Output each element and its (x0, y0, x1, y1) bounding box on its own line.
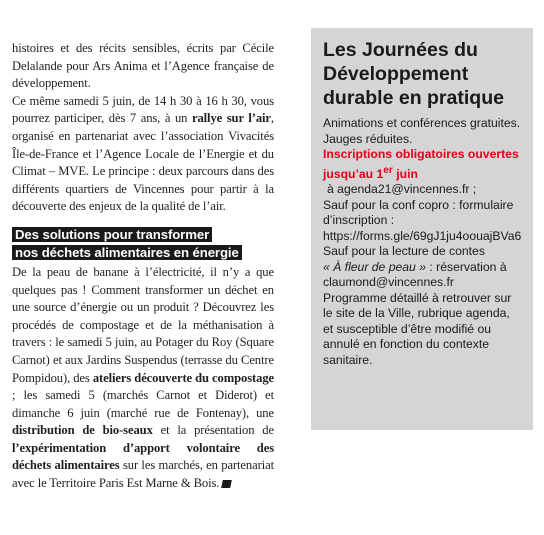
paragraph-3-text-4: sur les marchés, en partenariat avec le Territoire Paris Est Marne & Bois. (12, 458, 274, 491)
copro-form-link[interactable]: Sauf pour la conf copro : formulaire d’inscription : https://forms.gle/69gJ1ju4oouajBVa6 (323, 197, 522, 243)
bio-bucket-highlight: distribution de bio-seaux (12, 423, 153, 438)
experiment-highlight: l’expérimentation d’apport volontaire des déchets alimentaires (12, 440, 274, 473)
paragraph-2 (12, 93, 274, 216)
registration-text: Inscriptions obligatoires ouvertes jusqu’au 1 (323, 147, 519, 181)
compost-workshop-highlight: ateliers découverte du compostage (92, 370, 275, 385)
end-of-article-icon (221, 480, 232, 488)
rallye-highlight: rallye sur l’air (191, 111, 271, 126)
subheading-line-1: Des solutions pour transformer (12, 227, 212, 242)
paragraph-1-text: histoires et des récits sensibles, écrits par Cécile Delalande pour Ars Anima et l’Agence française de développement. (12, 41, 274, 91)
sidebar-title: Les Journées du Développement durable en pratique (323, 39, 504, 109)
tales-text: Sauf pour la lecture de contes (323, 244, 485, 259)
sidebar-box (311, 28, 533, 430)
subheading-line-2: nos déchets alimentaires en énergie (12, 245, 242, 260)
programme-info: Programme détaillé à retrouver sur le site de la Ville, rubrique agenda, et susceptible d’être modifié ou annulé en fonction du contexte sanitaire. (323, 290, 512, 367)
tales-title: « À fleur de peau » (323, 259, 426, 274)
registration-superscript: er (383, 164, 393, 176)
paragraph-3-text: De la peau de banane à l’électricité, il n’y a que quelques pas ! Comment transformer un déchet en une source d’énergie ou un produit ? Découvrez les procédés de compostage et de la méthanisation à travers : le samedi 5 juin, au Potager du Roy (Square Carnot) et aux Jardins Suspendus (terrasse du Centre Pompidou), des (12, 264, 274, 385)
paragraph-3-text-3: et la présentation de (152, 423, 274, 438)
tales-reservation (323, 244, 521, 291)
paragraph-3 (12, 264, 274, 493)
paragraph-2-text-end: , organisé en partenariat avec l’association Vivacités Île-de-France et l’Agence Locale de l’Energie et du Climat – MVE. Le principe : deux parcours dans des différents quartiers de Vincennes pour partir à la découverte des enjeux de la qualité de l’air. (12, 111, 274, 214)
paragraph-1 (12, 40, 274, 93)
paragraph-2-text: Ce même samedi 5 juin, de 14 h 30 à 16 h 30, vous pourrez participer, dès 7 ans, à un (12, 93, 274, 126)
agenda-email[interactable]: à agenda21@vincennes.fr ; (327, 182, 477, 197)
sidebar-intro: Animations et conférences gratuites. Jauges réduites. (323, 116, 521, 146)
sidebar-body (323, 116, 521, 368)
registration-text-end: juin (392, 166, 418, 181)
registration-notice (323, 147, 521, 182)
article-column (12, 40, 274, 493)
section-subheading (12, 226, 274, 262)
tales-email[interactable]: : réservation à claumond@vincennes.fr (323, 259, 507, 290)
paragraph-3-text-2: ; les samedi 5 (marchés Carnot et Diderot) et dimanche 6 juin (marché rue de Fontenay), une (12, 388, 274, 420)
